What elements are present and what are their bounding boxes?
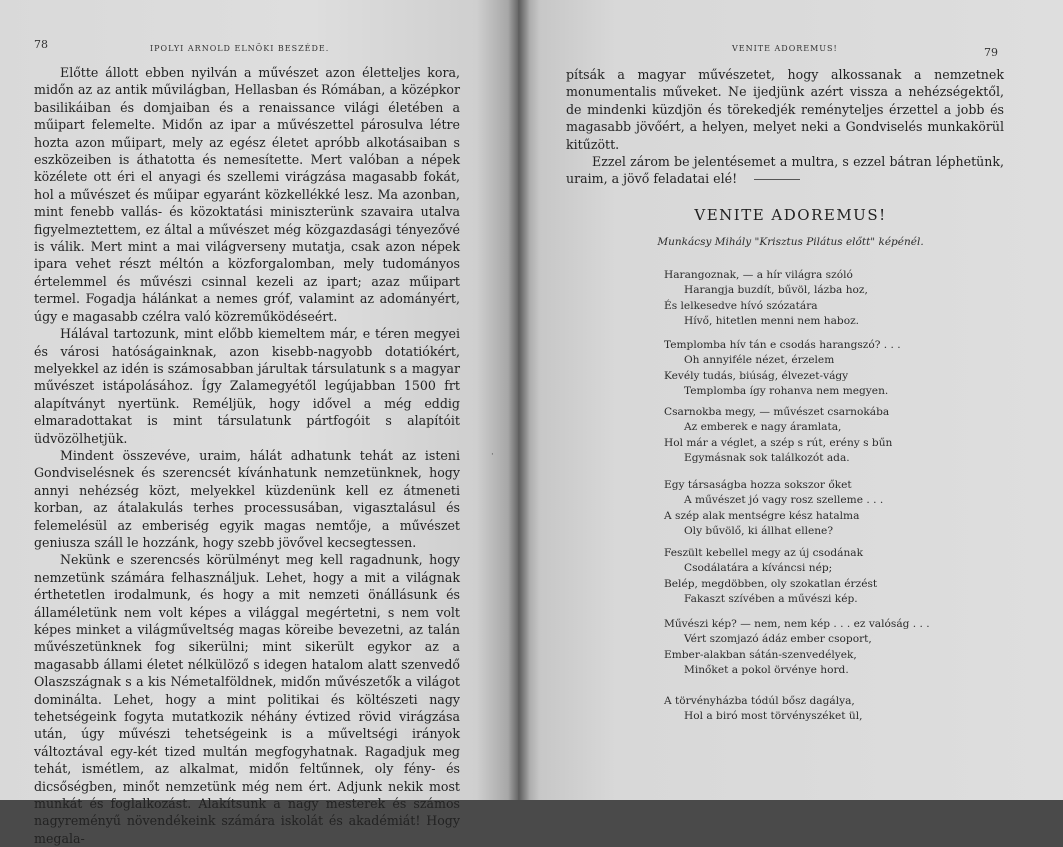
poem-line: Belép, megdöbben, oly szokatlan érzést — [664, 577, 878, 590]
poem-line: Hol már a véglet, a szép s rút, erény s bűn — [664, 436, 893, 449]
poem-line: A törvényházba tódúl bősz dagálya, — [664, 695, 855, 707]
paragraph: Nekünk e szerencsés körülményt meg kell ragadnunk, hogy nemzetünk számára felhasználjuk. Lehet, hogy a mit a világnak érthetetlen irodalmunk, és hogy a mit nemzeti önállásunk és államéletünk nem volt képes a világgal megértetni, s nem volt képes minket a világműveltség magas köreibe bevezetni, az talán művészetünknek fog sikerülni; mint sikerült egykor az a magasabb állami életet nélkülöző s idegen hatalom alatt szenvedő Olaszszágnak s a kis Németalföldnek, midőn művészetők a világot dominálta. Lehet, hogy a mint politikai és költészeti nagy tehetségeink fogyta mutatkozik néhány évtized rövid virágzása után, úgy művészi tehetségeink is a műveltségi irányok változtával egy-két tized multán megfogyhatnak. Ragadjuk meg tehát, ismétlem, az alkalmat, midőn feltűnnek, oly fény- és dicsőségben, minőt nemzetünk még nem ért. Adjunk nekik most munkát és foglalkozást. Alakítsunk a nagy mesterek és számos nagyreményű növendékeink számára iskolát és akadémiát! Hogy megala- — [34, 552, 460, 846]
poem-line: Harangja buzdít, bűvöl, lázba hoz, — [684, 284, 868, 297]
page-number-right: 79 — [984, 46, 998, 59]
paragraph: Előtte állott ebben nyilván a művészet azon életteljes kora, midőn az az antik művilágban, Hellasban és Rómában, a középkor basilikáiban és domjaiban és a renaissance világi életében a műipart felemelte. Midőn az ipar a művészettel párosulva létre hozta azon műipart, mely az egész életet apróbb alkotásaiban s eszközeiben is áthatotta és nemesítette. Mert valóban a népek közélete ott éri el anyagi és szellemi virágzása magasabb fokát, hol a művészet és műipar egyaránt közkellékké lesz. Ma azonban, mint fenebb vallás- és közoktatási miniszterünk szavaira utalva figyelmeztettem, ez által a művészet még közgazdasági tényezővé is válik. Mert mint a mai világverseny mutatja, csak azon népek ipara vehet részt méltón a közforgalomban, mely tudományos értelemmel és művészi csinnal kezeli az ipart; azaz műipart termel. Fogadja hálánkat a nemes gróf, valamint az adományért, úgy e magasabb czélra való közreműködéseért. — [34, 65, 460, 324]
poem-line: Kevély tudás, biúság, élvezet-vágy — [664, 369, 849, 382]
poem-line: Feszült kebellel megy az új csodának — [664, 547, 864, 559]
poem-line: Templomba így rohanva nem megyen. — [684, 384, 889, 397]
book-gutter — [508, 0, 530, 800]
poem-line: Egy társaságba hozza sokszor őket — [664, 479, 852, 491]
poem-title: VENITE ADOREMUS! — [694, 206, 887, 224]
poem-stanza — [664, 268, 994, 329]
poem-line: Hívő, hitetlen menni nem haboz. — [684, 314, 860, 327]
poem-line: Fakaszt szívében a művészi kép. — [684, 592, 858, 605]
poem-line: A szép alak mentségre kész hatalma — [664, 509, 860, 522]
gutter-mark: · — [491, 450, 494, 460]
poem-line: Az emberek e nagy áramlata, — [684, 421, 842, 434]
running-head-left: IPOLYI ARNOLD ELNÖKI BESZÉDE. — [150, 44, 330, 53]
left-body-text — [34, 64, 460, 847]
poem-line: Harangoznak, — a hír világra szóló — [664, 269, 853, 281]
paragraph: Hálával tartozunk, mint előbb kiemeltem már, e téren megyei és városi hatóságainknak, azon kisebb-nagyobb dotatiókért, melyekkel az idén is számosabban járultak társulatunk s a magyar művészet istápolásához. Így Zalamegyétől legújabban 1500 frt alapítványt nyertünk. Reméljük, hogy idővel a még eddig elmaradottakat is mint társulatunk pártfogóit s alapítóit üdvözölhetjük. — [34, 326, 460, 446]
poem-line: Hol a biró most törvényszéket ül, — [684, 710, 863, 723]
running-head-right: VENITE ADOREMUS! — [732, 44, 838, 53]
paragraph: pítsák a magyar művészetet, hogy alkossanak a nemzetnek monumentalis műveket. Ne ijedjünk azért vissza a nehézségektől, de mindenki küzdjön és törekedjék reményteljes érzettel a jobb és magasabb jövőért, a helyen, melyet neki a Gondviselés munkakörül kitűzött. — [566, 67, 1004, 152]
poem-line: Ember-alakban sátán-szenvedélyek, — [664, 648, 857, 661]
poem-line: Oh annyiféle nézet, érzelem — [684, 354, 835, 367]
poem-line: Minőket a pokol örvénye hord. — [684, 663, 849, 676]
paragraph: Mindent összevéve, uraim, hálát adhatunk tehát az isteni Gondviselésnek és szerencsét kívánhatunk nemzetünknek, hogy annyi nehézség közt, melyekkel küzdenünk kell ez átmeneti korban, az átalakulás terhes processusában, vigasztalásul és felemelésül az emberiség egyik magas nemtője, a művészet geniusza száll le hozzánk, hogy szebb jövővel kecsegtessen. — [34, 447, 460, 550]
poem-stanza — [664, 546, 994, 607]
poem-line: Csodálatára a kíváncsi nép; — [684, 562, 833, 575]
poem-line: Egymásnak sok találkozót ada. — [684, 451, 850, 464]
poem-stanza — [664, 478, 994, 539]
poem-line: Művészi kép? — nem, nem kép . . . ez valóság . . . — [664, 618, 930, 630]
poem-line: Oly bűvölő, ki állhat ellene? — [684, 524, 834, 537]
section-divider — [754, 179, 800, 180]
poem-line: És lelkesedve hívó szózatára — [664, 299, 818, 312]
poem-stanza — [664, 617, 994, 678]
page-number-left: 78 — [34, 38, 48, 51]
poem-line: Vért szomjazó ádáz ember csoport, — [684, 633, 872, 646]
poem-stanza — [664, 405, 994, 466]
poem-stanza — [664, 338, 994, 399]
right-body-text — [566, 66, 1004, 188]
paragraph: Ezzel zárom be jelentésemet a multra, s ezzel bátran léphetünk, uraim, a jövő feladatai elé! — [566, 154, 1004, 187]
left-page — [0, 0, 518, 846]
right-page — [518, 0, 1063, 800]
poem-line: A művészet jó vagy rosz szelleme . . . — [684, 494, 884, 507]
poem-stanza — [664, 694, 994, 725]
poem-line: Csarnokba megy, — művészet csarnokába — [664, 406, 890, 418]
poem-line: Templomba hív tán e csodás harangszó? . . . — [664, 339, 901, 351]
poem-subtitle: Munkácsy Mihály "Krisztus Pilátus előtt" képénél. — [657, 236, 924, 248]
